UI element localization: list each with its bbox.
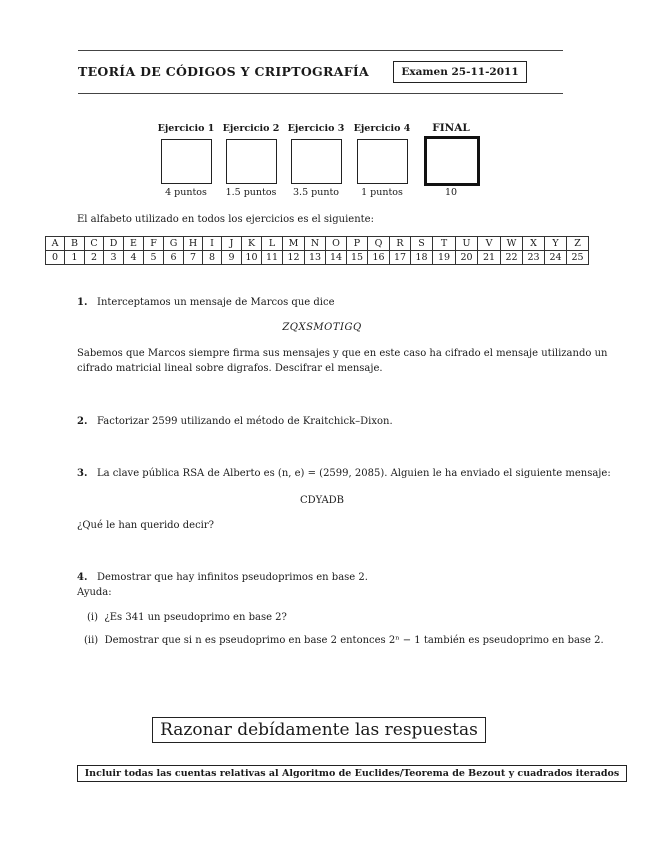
alphabet-letter-cell: H xyxy=(184,237,203,251)
header-rule-top xyxy=(78,50,563,51)
score-points-3: 3.5 punto xyxy=(293,187,339,198)
exercise-4-hint: Ayuda: xyxy=(77,587,112,598)
alphabet-number-cell: 18 xyxy=(411,251,433,265)
alphabet-letter-cell: E xyxy=(124,237,144,251)
score-points-1: 4 puntos xyxy=(165,187,207,198)
alphabet-letter-cell: K xyxy=(242,237,262,251)
alphabet-number-cell: 3 xyxy=(104,251,124,265)
score-label-3: Ejercicio 3 xyxy=(287,123,345,134)
exercise-1-ciphertext: ZQXSMOTIGQ xyxy=(282,322,362,333)
exercise-4-item-1 xyxy=(87,610,287,625)
alphabet-letter-cell: D xyxy=(104,237,124,251)
score-points-2: 1.5 puntos xyxy=(225,187,277,198)
alphabet-number-cell: 6 xyxy=(164,251,184,265)
alphabet-letter-cell: L xyxy=(262,237,283,251)
exercise-1-body-line1: Sabemos que Marcos siempre firma sus mensajes y que en este caso ha cifrado el mensaje utilizando un xyxy=(77,348,608,359)
exercise-3-question: ¿Qué le han querido decir? xyxy=(77,520,215,531)
alphabet-numbers-row xyxy=(46,251,589,265)
alphabet-letter-cell: Z xyxy=(567,237,589,251)
score-box-2[interactable] xyxy=(226,139,277,184)
score-label-4: Ejercicio 4 xyxy=(353,123,411,134)
exercise-1-statement xyxy=(77,295,334,310)
alphabet-letter-cell: J xyxy=(222,237,242,251)
exercise-4-text: Demostrar que hay infinitos pseudoprimos en base 2. xyxy=(97,572,368,583)
exercise-3-ciphertext: CDYADB xyxy=(299,495,345,506)
alphabet-number-cell: 12 xyxy=(283,251,305,265)
reasoning-banner: Razonar debídamente las respuestas xyxy=(152,717,486,743)
alphabet-number-cell: 16 xyxy=(368,251,390,265)
alphabet-number-cell: 25 xyxy=(567,251,589,265)
alphabet-number-cell: 9 xyxy=(222,251,242,265)
alphabet-letter-cell: U xyxy=(456,237,478,251)
alphabet-intro: El alfabeto utilizado en todos los ejercicios es el siguiente: xyxy=(77,214,374,225)
alphabet-number-cell: 20 xyxy=(456,251,478,265)
score-label-1: Ejercicio 1 xyxy=(157,123,215,134)
alphabet-number-cell: 11 xyxy=(262,251,283,265)
exercise-4-item-2 xyxy=(84,633,604,648)
exercise-2-text: Factorizar 2599 utilizando el método de Kraitchick–Dixon. xyxy=(97,416,393,427)
score-label-final: FINAL xyxy=(432,122,470,134)
alphabet-number-cell: 17 xyxy=(390,251,411,265)
alphabet-number-cell: 21 xyxy=(478,251,501,265)
alphabet-number-cell: 19 xyxy=(433,251,456,265)
header-rule-bottom xyxy=(78,93,563,94)
exercise-4-item-1-text: ¿Es 341 un pseudoprimo en base 2? xyxy=(104,612,287,623)
exercise-4-statement xyxy=(77,570,368,585)
alphabet-letter-cell: S xyxy=(411,237,433,251)
course-title: TEORÍA DE CÓDIGOS Y CRIPTOGRAFÍA xyxy=(78,64,370,79)
exam-date-box: Examen 25-11-2011 xyxy=(393,61,527,83)
alphabet-letter-cell: Q xyxy=(368,237,390,251)
score-points-final: 10 xyxy=(444,187,458,198)
alphabet-table xyxy=(45,236,589,265)
alphabet-number-cell: 23 xyxy=(523,251,545,265)
alphabet-letter-cell: F xyxy=(144,237,164,251)
alphabet-number-cell: 24 xyxy=(545,251,567,265)
alphabet-letters-row xyxy=(46,237,589,251)
exercise-3-text: La clave pública RSA de Alberto es (n, e) = (2599, 2085). Alguien le ha enviado el siguiente mensaje: xyxy=(97,468,611,479)
exercise-1-number: 1. xyxy=(77,297,88,308)
alphabet-number-cell: 0 xyxy=(46,251,65,265)
exercise-4-item-2-text: Demostrar que si n es pseudoprimo en base 2 entonces 2ⁿ − 1 también es pseudoprimo en base 2. xyxy=(104,635,604,646)
alphabet-number-cell: 1 xyxy=(65,251,85,265)
exercise-4-item-2-label: (ii) xyxy=(84,635,99,646)
alphabet-letter-cell: N xyxy=(305,237,326,251)
exercise-3-statement xyxy=(77,466,611,481)
alphabet-number-cell: 8 xyxy=(203,251,222,265)
alphabet-letter-cell: G xyxy=(164,237,184,251)
alphabet-letter-cell: Y xyxy=(545,237,567,251)
alphabet-letter-cell: M xyxy=(283,237,305,251)
alphabet-number-cell: 10 xyxy=(242,251,262,265)
alphabet-letter-cell: R xyxy=(390,237,411,251)
exercise-4-number: 4. xyxy=(77,572,88,583)
exercise-2-number: 2. xyxy=(77,416,88,427)
alphabet-number-cell: 7 xyxy=(184,251,203,265)
score-label-2: Ejercicio 2 xyxy=(222,123,280,134)
alphabet-number-cell: 14 xyxy=(326,251,347,265)
alphabet-number-cell: 2 xyxy=(85,251,104,265)
exercise-2-statement xyxy=(77,414,393,429)
alphabet-letter-cell: B xyxy=(65,237,85,251)
score-box-3[interactable] xyxy=(291,139,342,184)
alphabet-number-cell: 15 xyxy=(347,251,368,265)
alphabet-letter-cell: P xyxy=(347,237,368,251)
alphabet-letter-cell: T xyxy=(433,237,456,251)
score-box-1[interactable] xyxy=(161,139,212,184)
alphabet-letter-cell: W xyxy=(501,237,523,251)
alphabet-number-cell: 22 xyxy=(501,251,523,265)
exercise-3-number: 3. xyxy=(77,468,88,479)
calculations-note: Incluir todas las cuentas relativas al Algoritmo de Euclides/Teorema de Bezout y cuadrados iterados xyxy=(77,765,627,782)
score-box-4[interactable] xyxy=(357,139,408,184)
alphabet-number-cell: 5 xyxy=(144,251,164,265)
alphabet-letter-cell: X xyxy=(523,237,545,251)
score-points-4: 1 puntos xyxy=(361,187,403,198)
exercise-1-body-line2: cifrado matricial lineal sobre digrafos. Descifrar el mensaje. xyxy=(77,363,383,374)
alphabet-number-cell: 4 xyxy=(124,251,144,265)
alphabet-letter-cell: C xyxy=(85,237,104,251)
alphabet-number-cell: 13 xyxy=(305,251,326,265)
score-box-final[interactable] xyxy=(424,136,480,186)
alphabet-letter-cell: I xyxy=(203,237,222,251)
exercise-1-text: Interceptamos un mensaje de Marcos que dice xyxy=(97,297,335,308)
alphabet-letter-cell: A xyxy=(46,237,65,251)
alphabet-letter-cell: V xyxy=(478,237,501,251)
exercise-4-item-1-label: (i) xyxy=(87,612,99,623)
alphabet-letter-cell: O xyxy=(326,237,347,251)
